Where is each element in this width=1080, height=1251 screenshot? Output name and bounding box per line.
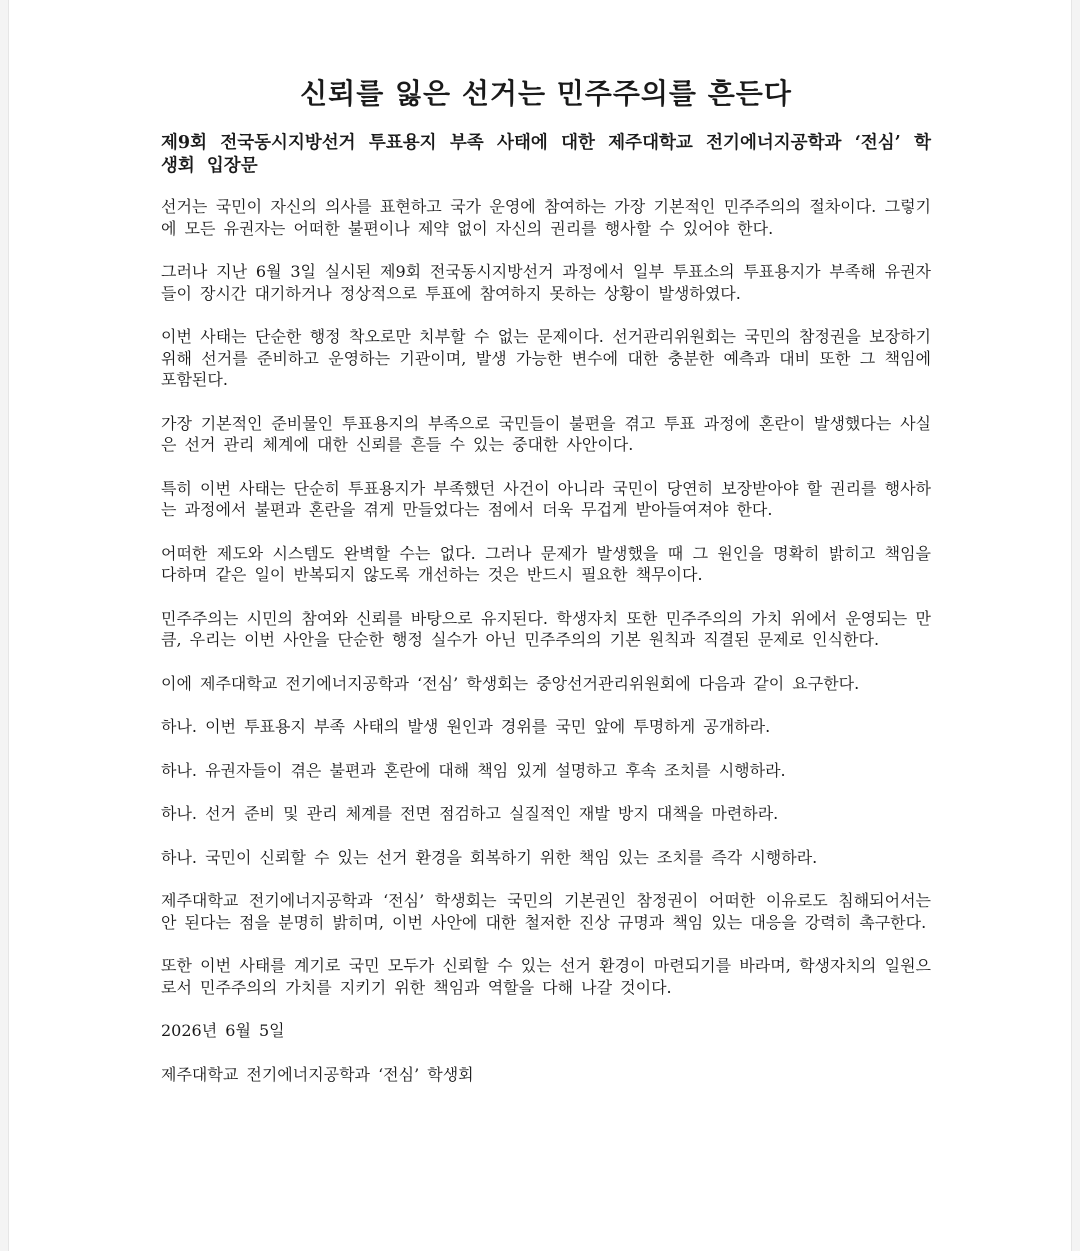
paragraph: 어떠한 제도와 시스템도 완벽할 수는 없다. 그러나 문제가 발생했을 때 그 원인을 명확히 밝히고 책임을 다하며 같은 일이 반복되지 않도록 개선하는 것은 반드시 필요한 책무이다.: [161, 543, 931, 584]
paragraph: 특히 이번 사태는 단순히 투표용지가 부족했던 사건이 아니라 국민이 당연히 보장받아야 할 권리를 행사하는 과정에서 불편과 혼란을 겪게 만들었다는 점에서 더욱 무겁게 받아들여져야 한다.: [161, 478, 931, 519]
paragraph: 가장 기본적인 준비물인 투표용지의 부족으로 국민들이 불편을 겪고 투표 과정에 혼란이 발생했다는 사실은 선거 관리 체계에 대한 신뢰를 흔들 수 있는 중대한 사안이다.: [161, 413, 931, 454]
paragraph: 이번 사태는 단순한 행정 착오로만 치부할 수 없는 문제이다. 선거관리위원회는 국민의 참정권을 보장하기 위해 선거를 준비하고 운영하는 기관이며, 발생 가능한 변수에 대한 충분한 예측과 대비 또한 그 책임에 포함된다.: [161, 327, 931, 389]
document-signature: 제주대학교 전기에너지공학과 ‘전심’ 학생회: [161, 1064, 474, 1084]
demand-item: 하나. 유권자들이 겪은 불편과 혼란에 대해 책임 있게 설명하고 후속 조치를 시행하라.: [161, 760, 786, 780]
document-title: 신뢰를 잃은 선거는 민주주의를 흔든다: [300, 77, 792, 110]
demand-item: 하나. 이번 투표용지 부족 사태의 발생 원인과 경위를 국민 앞에 투명하게 공개하라.: [161, 717, 771, 736]
document-page: [8, 0, 1072, 1251]
paragraph: 선거는 국민이 자신의 의사를 표현하고 국가 운영에 참여하는 가장 기본적인 민주주의의 절차이다. 그렇기에 모든 유권자는 어떠한 불편이나 제약 없이 자신의 권리를 행사할 수 있어야 한다.: [161, 197, 931, 238]
paragraph: 민주주의는 시민의 참여와 신뢰를 바탕으로 유지된다. 학생자치 또한 민주주의의 가치 위에서 운영되는 만큼, 우리는 이번 사안을 단순한 행정 실수가 아닌 민주주의의 기본 원칙과 직결된 문제로 인식한다.: [161, 608, 931, 649]
paragraph: 이에 제주대학교 전기에너지공학과 ‘전심’ 학생회는 중앙선거관리위원회에 다음과 같이 요구한다.: [161, 673, 860, 693]
demand-item: 하나. 국민이 신뢰할 수 있는 선거 환경을 회복하기 위한 책임 있는 조치를 즉각 시행하라.: [161, 847, 818, 867]
paragraph: 그러나 지난 6월 3일 실시된 제9회 전국동시지방선거 과정에서 일부 투표소의 투표용지가 부족해 유권자들이 장시간 대기하거나 정상적으로 투표에 참여하지 못하는 상황이 발생하였다.: [161, 262, 931, 303]
closing-paragraph: 제주대학교 전기에너지공학과 ‘전심’ 학생회는 국민의 기본권인 참정권이 어떠한 이유로도 침해되어서는 안 된다는 점을 분명히 밝히며, 이번 사안에 대한 철저한 진상 규명과 책임 있는 대응을 강력히 촉구한다.: [161, 891, 931, 932]
document-date: 2026년 6월 5일: [161, 1021, 285, 1040]
document-subtitle: 제9회 전국동시지방선거 투표용지 부족 사태에 대한 제주대학교 전기에너지공학과 ‘전심’ 학생회 입장문: [161, 133, 931, 176]
document-content: [161, 74, 931, 1107]
demand-item: 하나. 선거 준비 및 관리 체계를 전면 점검하고 실질적인 재발 방지 대책을 마련하라.: [161, 804, 779, 823]
closing-paragraph: 또한 이번 사태를 계기로 국민 모두가 신뢰할 수 있는 선거 환경이 마련되기를 바라며, 학생자치의 일원으로서 민주주의의 가치를 지키기 위한 책임과 역할을 다해 나갈 것이다.: [161, 956, 931, 997]
